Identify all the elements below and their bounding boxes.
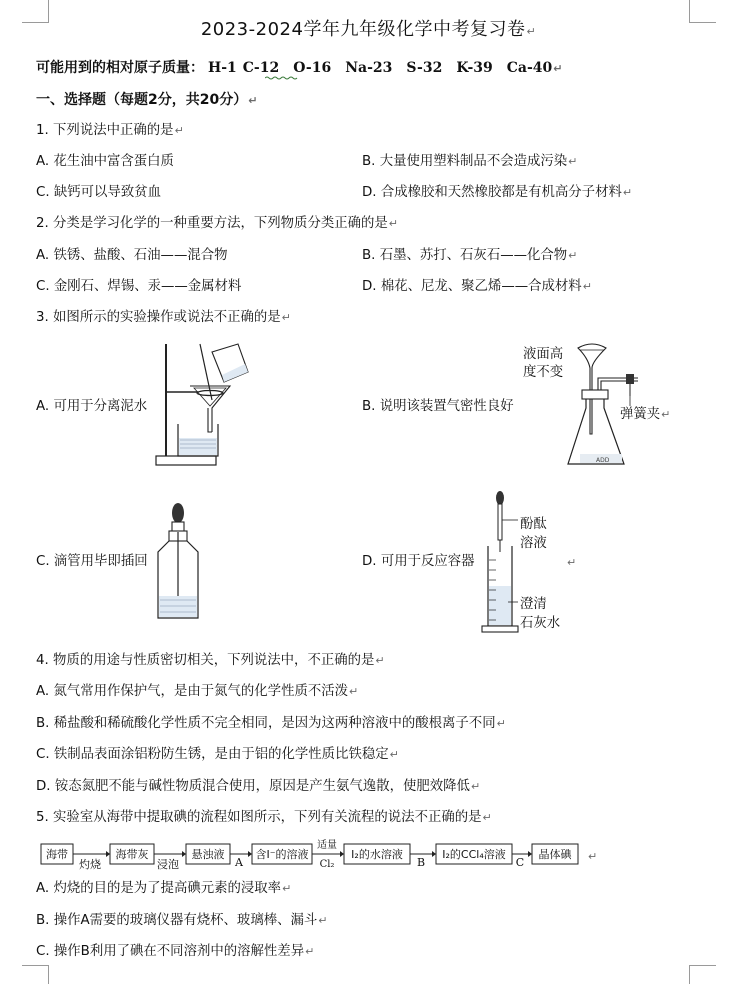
crop-mark-top-left — [22, 0, 49, 23]
return-mark: ↵ — [661, 408, 671, 421]
question-4-option-b — [36, 716, 506, 732]
question-4-stem — [36, 653, 385, 669]
q3-option-a-text: A. 可用于分离泥水 — [36, 399, 148, 414]
flow-arrow-4-label-top: 适量 — [317, 840, 337, 851]
q3-option-c-text: C. 滴管用毕即插回 — [36, 554, 148, 569]
fig-b-label-line2: 度不变 — [523, 365, 564, 380]
atomic-mass-h: H-1 — [208, 60, 237, 76]
page-title — [0, 19, 737, 40]
fig-d-label2-line1: 澄清 — [520, 597, 547, 612]
question-2-option-c — [36, 279, 241, 295]
crop-mark-bottom-right — [689, 965, 716, 984]
question-3-option-c — [36, 554, 148, 570]
q1-stem-text: 1. 下列说法中正确的是 — [36, 123, 174, 138]
question-2-option-d — [362, 279, 592, 295]
dropper-bottle-figure — [152, 500, 204, 622]
q3-stem-text: 3. 如图所示的实验操作或说法不正确的是 — [36, 310, 281, 325]
flow-box-crystal-iodine-text: 晶体碘 — [538, 848, 572, 861]
question-1-option-d — [362, 185, 632, 201]
dropper-bulb — [496, 491, 504, 505]
limewater — [489, 586, 511, 625]
return-mark: ↵ — [567, 556, 577, 569]
flow-arrow-2-label: 浸泡 — [157, 858, 179, 871]
q5-option-a-text: A. 灼烧的目的是为了提高碘元素的浸取率 — [36, 881, 282, 896]
question-3-option-b — [362, 399, 514, 415]
question-3-option-d — [362, 554, 475, 570]
flow-arrow-4-label-bottom: Cl₂ — [319, 859, 335, 870]
return-mark: ↵ — [568, 249, 578, 262]
question-3-option-a — [36, 399, 147, 415]
q5-option-b-text: B. 操作A需要的玻璃仪器有烧杯、玻璃棒、漏斗 — [36, 913, 318, 928]
question-5-stem — [36, 810, 492, 826]
q3-option-d-text: D. 可用于反应容器 — [362, 554, 475, 569]
fig-b-label-clamp — [620, 407, 670, 423]
return-mark: ↵ — [388, 217, 399, 230]
return-mark: ↵ — [568, 155, 578, 168]
q5-stem-text: 5. 实验室从海带中提取碘的流程如图所示，下列有关流程的说法不正确的是 — [36, 810, 482, 825]
flow-arrow-1-label: 灼烧 — [79, 858, 101, 871]
fig-d-label1-line1: 酚酞 — [520, 517, 547, 532]
return-mark: ↵ — [281, 311, 291, 324]
crop-mark-bottom-left — [22, 965, 49, 984]
cylinder-base — [482, 626, 518, 632]
atomic-mass-label: 可能用到的相对原子质量： — [36, 60, 204, 76]
q2-option-a-text: A. 铁锈、盐酸、石油——混合物 — [36, 248, 228, 263]
q1-option-a-text: A. 花生油中富含蛋白质 — [36, 154, 174, 169]
q3-option-b-text: B. 说明该装置气密性良好 — [362, 399, 514, 414]
question-1-option-b — [362, 154, 577, 170]
return-mark-fig-d — [566, 555, 576, 571]
return-mark: ↵ — [248, 94, 258, 107]
fig-d-label2-line2: 石灰水 — [520, 616, 561, 631]
return-mark: ↵ — [282, 882, 292, 895]
return-mark: ↵ — [305, 945, 315, 958]
atomic-mass-k: K-39 — [456, 60, 493, 76]
bottle-liquid — [159, 596, 197, 617]
q1-option-b-text: B. 大量使用塑料制品不会造成污染 — [362, 154, 568, 169]
return-mark: ↵ — [582, 280, 592, 293]
flow-box-kelp-ash-text: 海带灰 — [115, 848, 149, 861]
filtrate — [179, 438, 217, 455]
atomic-mass-na: Na-23 — [345, 60, 393, 76]
fig-d-label-phenolphthalein — [520, 515, 547, 553]
atomic-mass-ca: Ca-40 — [506, 60, 553, 76]
return-mark: ↵ — [375, 654, 385, 667]
q2-stem-text: 2. 分类是学习化学的一种重要方法，下列物质分类正确的是 — [36, 216, 388, 231]
flask-graduation: ADD — [596, 457, 610, 464]
question-3-stem — [36, 310, 291, 326]
fig-b-label-liquid-level — [523, 346, 563, 382]
question-1-option-a — [36, 154, 174, 170]
question-4-option-a — [36, 684, 358, 700]
question-1-stem — [36, 123, 184, 139]
question-2-option-b — [362, 248, 577, 264]
question-4-option-d — [36, 779, 480, 795]
iodine-extraction-flowchart — [40, 836, 610, 872]
q2-option-d-text: D. 棉花、尼龙、聚乙烯——合成材料 — [362, 279, 582, 294]
q4-option-c-text: C. 铁制品表面涂铝粉防生锈，是由于铝的化学性质比铁稳定 — [36, 747, 389, 762]
dropper-body — [498, 504, 502, 540]
filtration-apparatus-figure — [152, 342, 252, 468]
atomic-mass-s: S-32 — [406, 60, 443, 76]
q5-option-c-text: C. 操作B利用了碘在不同溶剂中的溶解性差异 — [36, 944, 305, 959]
fig-b-label-line1: 液面高 — [523, 347, 564, 362]
return-mark: ↵ — [470, 780, 481, 793]
flow-arrow-6-label: C — [515, 856, 525, 869]
return-mark: ↵ — [482, 811, 492, 824]
atomic-mass-line — [36, 60, 563, 77]
return-mark: ↵ — [174, 124, 184, 137]
question-5-option-c — [36, 944, 314, 960]
section-header-text: 一、选择题（每题2分，共20分） — [36, 92, 248, 108]
section-header — [36, 92, 257, 109]
fig-d-label1-line2: 溶液 — [520, 536, 547, 551]
question-4-option-c — [36, 747, 399, 763]
flow-arrow-3-label: A — [235, 856, 243, 869]
return-mark: ↵ — [349, 685, 359, 698]
fig-b-label-clamp-text: 弹簧夹 — [620, 407, 661, 422]
spellcheck-underline — [265, 76, 299, 81]
q4-option-b-text: B. 稀盐酸和稀硫酸化学性质不完全相同，是因为这两种溶液中的酸根离子不同 — [36, 716, 496, 731]
question-5-option-b — [36, 913, 328, 929]
flow-box-iodine-aqueous-text: I₂的水溶液 — [351, 848, 403, 861]
fig-d-label-limewater — [520, 595, 560, 633]
return-mark: ↵ — [588, 850, 598, 863]
page-title-text: 2023-2024学年九年级化学中考复习卷 — [200, 19, 526, 40]
dropper-bulb — [172, 503, 184, 523]
stopper — [582, 390, 608, 399]
stand-base — [156, 456, 216, 465]
atomic-mass-o: O-16 — [293, 60, 332, 76]
question-2-stem — [36, 216, 398, 232]
q2-option-b-text: B. 石墨、苏打、石灰石——化合物 — [362, 248, 568, 263]
q1-option-c-text: C. 缺钙可以导致贫血 — [36, 185, 161, 200]
q4-option-a-text: A. 氮气常用作保护气，是由于氮气的化学性质不活泼 — [36, 684, 349, 699]
question-2-option-a — [36, 248, 228, 264]
return-mark: ↵ — [622, 186, 633, 199]
q4-option-d-text: D. 铵态氮肥不能与碱性物质混合使用，原因是产生氨气逸散，使肥效降低 — [36, 779, 470, 794]
graduated-cylinder-figure — [478, 490, 522, 636]
return-mark: ↵ — [526, 25, 537, 38]
question-1-option-c — [36, 185, 161, 201]
return-mark: ↵ — [318, 914, 328, 927]
question-5-option-a — [36, 881, 291, 897]
flow-box-iodide-solution-text: 含I⁻的溶液 — [255, 848, 309, 861]
q2-option-c-text: C. 金刚石、焊锡、汞——金属材料 — [36, 279, 242, 294]
return-mark: ↵ — [496, 717, 506, 730]
flow-arrow-5-label: B — [416, 856, 426, 869]
return-mark: ↵ — [389, 748, 399, 761]
crop-mark-top-right — [689, 0, 716, 23]
flow-box-kelp-text: 海带 — [46, 848, 68, 861]
return-mark: ↵ — [553, 62, 563, 75]
flow-box-suspension-text: 悬浊液 — [191, 848, 225, 861]
q4-stem-text: 4. 物质的用途与性质密切相关，下列说法中，不正确的是 — [36, 653, 375, 668]
atomic-mass-c: C-12 — [242, 60, 280, 76]
flow-box-iodine-ccl4-text: I₂的CCl₄溶液 — [442, 848, 506, 861]
q1-option-d-text: D. 合成橡胶和天然橡胶都是有机高分子材料 — [362, 185, 622, 200]
spring-clamp — [626, 374, 634, 384]
